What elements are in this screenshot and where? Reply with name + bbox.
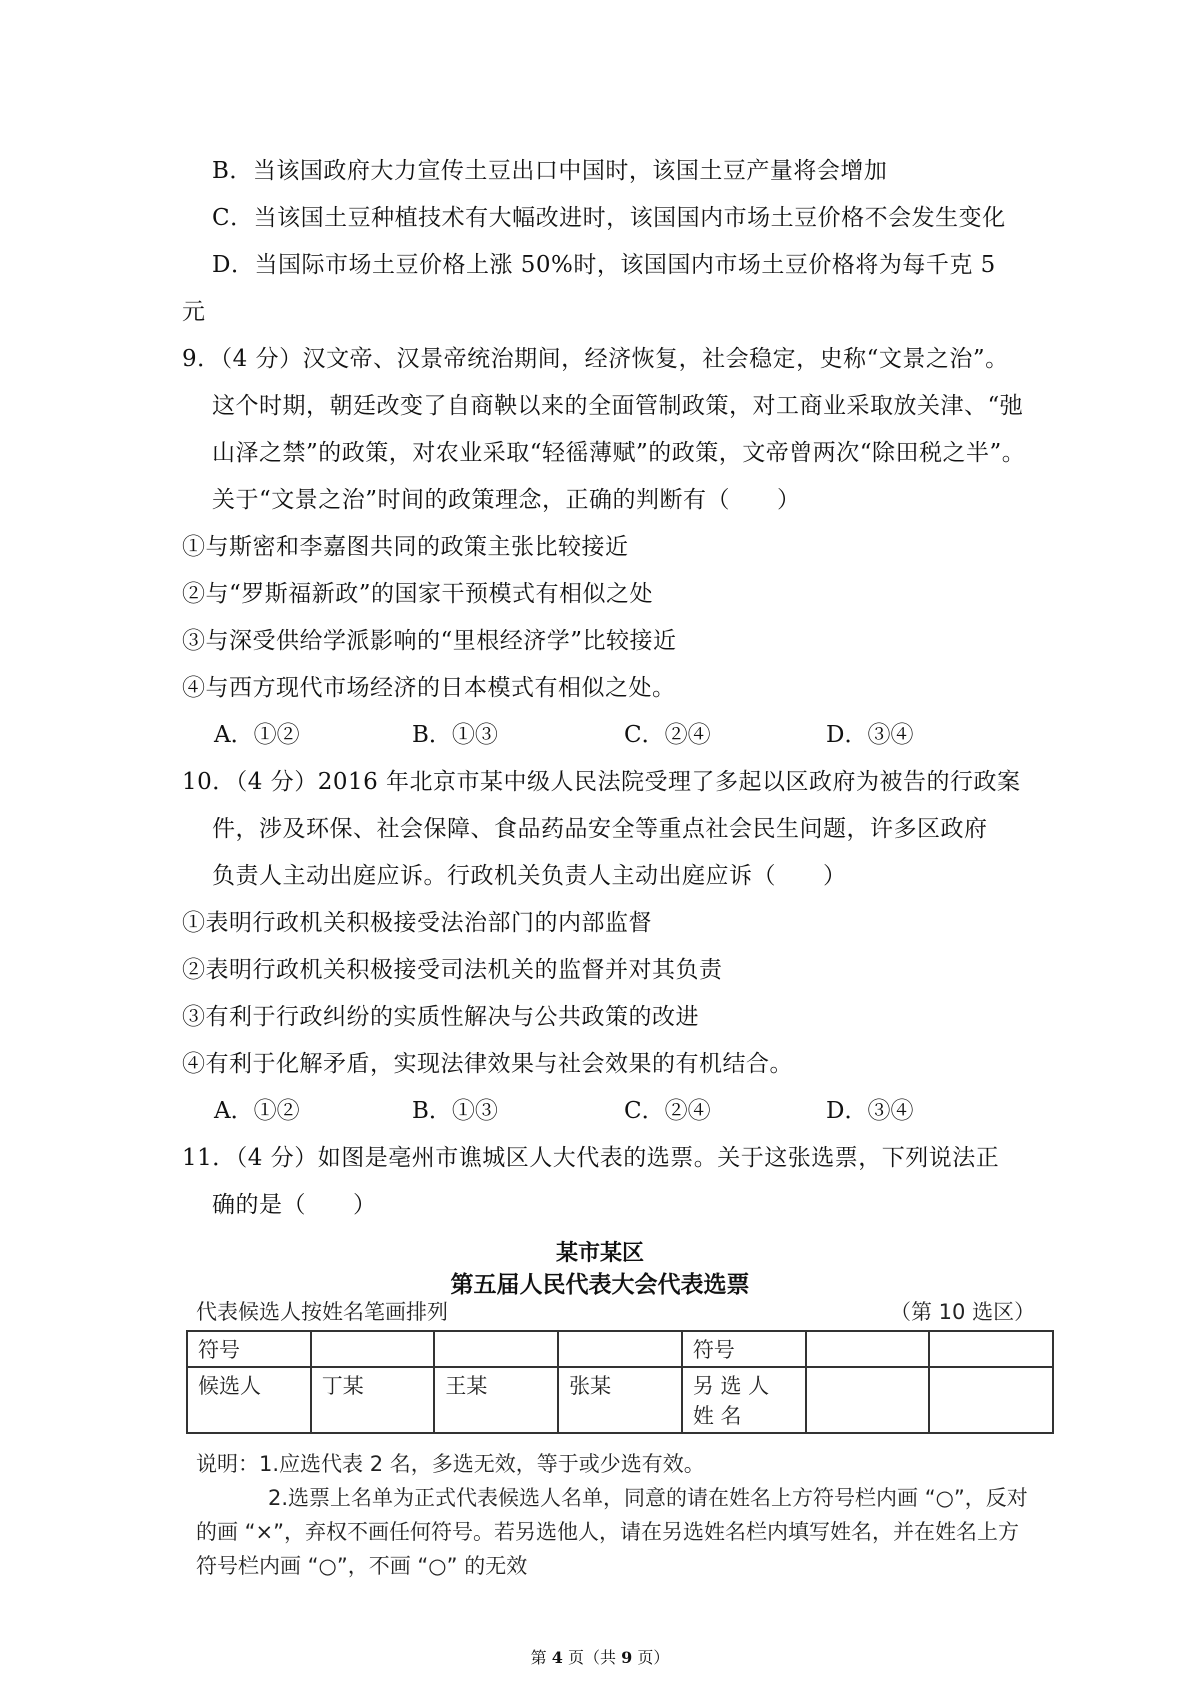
q9-item-2: ②与“罗斯福新政”的国家干预模式有相似之处 <box>182 581 654 607</box>
ballot-cell-candidate-ding: 丁某 <box>311 1367 435 1433</box>
q10-stem-line1: 10．（4 分）2016 年北京市某中级人民法院受理了多起以区政府为被告的行政案 <box>182 769 1021 795</box>
ballot-cell-symbol-other-2[interactable] <box>929 1331 1053 1367</box>
q9-stem-line3: 山泽之禁”的政策，对农业采取“轻徭薄赋”的政策，文帝曾两次“除田税之半”。 <box>212 440 1026 466</box>
q9-option-b: B．①③ <box>412 722 498 748</box>
q9-stem-line2: 这个时期，朝廷改变了自商鞅以来的全面管制政策，对工商业采取放关津、“弛 <box>212 393 1024 419</box>
q10-stem-line2: 件，涉及环保、社会保障、食品药品安全等重点社会民生问题，许多区政府 <box>212 816 988 842</box>
ballot-note-2: 2.选票上名单为正式代表候选人名单，同意的请在姓名上方符号栏内画 “○”，反对 <box>268 1486 1028 1510</box>
footer-pre: 第 <box>530 1648 552 1667</box>
ballot-candidate-row <box>187 1367 1053 1433</box>
ballot-note-4: 符号栏内画 “○”，不画 “○” 的无效 <box>196 1554 528 1578</box>
ballot-cell-other-label: 另 选 人 姓 名 <box>682 1367 806 1433</box>
q8-option-b: B．当该国政府大力宣传土豆出口中国时，该国土豆产量将会增加 <box>212 158 888 184</box>
ballot-cell-candidate-zhang: 张某 <box>558 1367 682 1433</box>
ballot-symbol-row <box>187 1331 1053 1367</box>
q10-option-d: D．③④ <box>826 1098 914 1124</box>
ballot-cell-symbol-wang[interactable] <box>434 1331 558 1367</box>
q10-item-2: ②表明行政机关积极接受司法机关的监督并对其负责 <box>182 957 723 983</box>
footer-mid: 页（共 <box>562 1648 622 1667</box>
ballot-cell-symbol-ding[interactable] <box>311 1331 435 1367</box>
q9-item-3: ③与深受供给学派影响的“里根经济学”比较接近 <box>182 628 677 654</box>
q10-item-4: ④有利于化解矛盾，实现法律效果与社会效果的有机结合。 <box>182 1051 793 1077</box>
q9-option-a: A．①② <box>214 722 300 748</box>
ballot-cell-symbol-label-2: 符号 <box>682 1331 806 1367</box>
ballot-cell-symbol-other-1[interactable] <box>806 1331 930 1367</box>
ballot-cell-other-name-1[interactable] <box>806 1367 930 1433</box>
q10-stem-line3: 负责人主动出庭应诉。行政机关负责人主动出庭应诉（ ） <box>212 863 847 889</box>
q9-option-c: C．②④ <box>624 722 711 748</box>
footer-post: 页） <box>632 1648 670 1667</box>
q8-option-c: C．当该国土豆种植技术有大幅改进时，该国国内市场土豆价格不会发生变化 <box>212 205 1006 231</box>
ballot-header-right: （第 10 选区） <box>890 1300 1036 1324</box>
q10-option-c: C．②④ <box>624 1098 711 1124</box>
footer-total-pages: 9 <box>621 1648 633 1667</box>
page-footer <box>0 1645 1200 1668</box>
q9-option-d: D．③④ <box>826 722 914 748</box>
q10-option-b: B．①③ <box>412 1098 498 1124</box>
q8-option-d-line1: D．当国际市场土豆价格上涨 50%时，该国国内市场土豆价格将为每千克 5 <box>212 252 996 278</box>
ballot-title-district: 某市某区 <box>555 1241 644 1266</box>
ballot-cell-candidate-wang: 王某 <box>434 1367 558 1433</box>
ballot-table <box>186 1330 1054 1434</box>
q9-item-4: ④与西方现代市场经济的日本模式有相似之处。 <box>182 675 676 701</box>
q10-item-1: ①表明行政机关积极接受法治部门的内部监督 <box>182 910 652 936</box>
q11-stem-line1: 11．（4 分）如图是亳州市谯城区人大代表的选票。关于这张选票，下列说法正 <box>182 1145 1000 1171</box>
q10-item-3: ③有利于行政纠纷的实质性解决与公共政策的改进 <box>182 1004 699 1030</box>
q9-stem-line1: 9．（4 分）汉文帝、汉景帝统治期间，经济恢复，社会稳定，史称“文景之治”。 <box>182 346 1009 372</box>
q9-item-1: ①与斯密和李嘉图共同的政策主张比较接近 <box>182 534 629 560</box>
q8-option-d-line2: 元 <box>182 299 206 325</box>
footer-page-number: 4 <box>551 1648 563 1667</box>
ballot-cell-symbol-label: 符号 <box>187 1331 311 1367</box>
q9-stem-line4: 关于“文景之治”时间的政策理念，正确的判断有（ ） <box>212 487 801 513</box>
ballot-note-3: 的画 “×”，弃权不画任何符号。若另选他人，请在另选姓名栏内填写姓名，并在姓名上方 <box>196 1520 1020 1544</box>
ballot-cell-symbol-zhang[interactable] <box>558 1331 682 1367</box>
ballot-note-1: 说明：1.应选代表 2 名，多选无效，等于或少选有效。 <box>196 1452 705 1476</box>
ballot-title-main: 第五届人民代表大会代表选票 <box>450 1272 750 1298</box>
q11-stem-line2: 确的是（ ） <box>212 1192 377 1218</box>
ballot-header-left: 代表候选人按姓名笔画排列 <box>196 1300 448 1324</box>
ballot-cell-other-name-2[interactable] <box>929 1367 1053 1433</box>
ballot-cell-candidate-label: 候选人 <box>187 1367 311 1433</box>
q10-option-a: A．①② <box>214 1098 300 1124</box>
